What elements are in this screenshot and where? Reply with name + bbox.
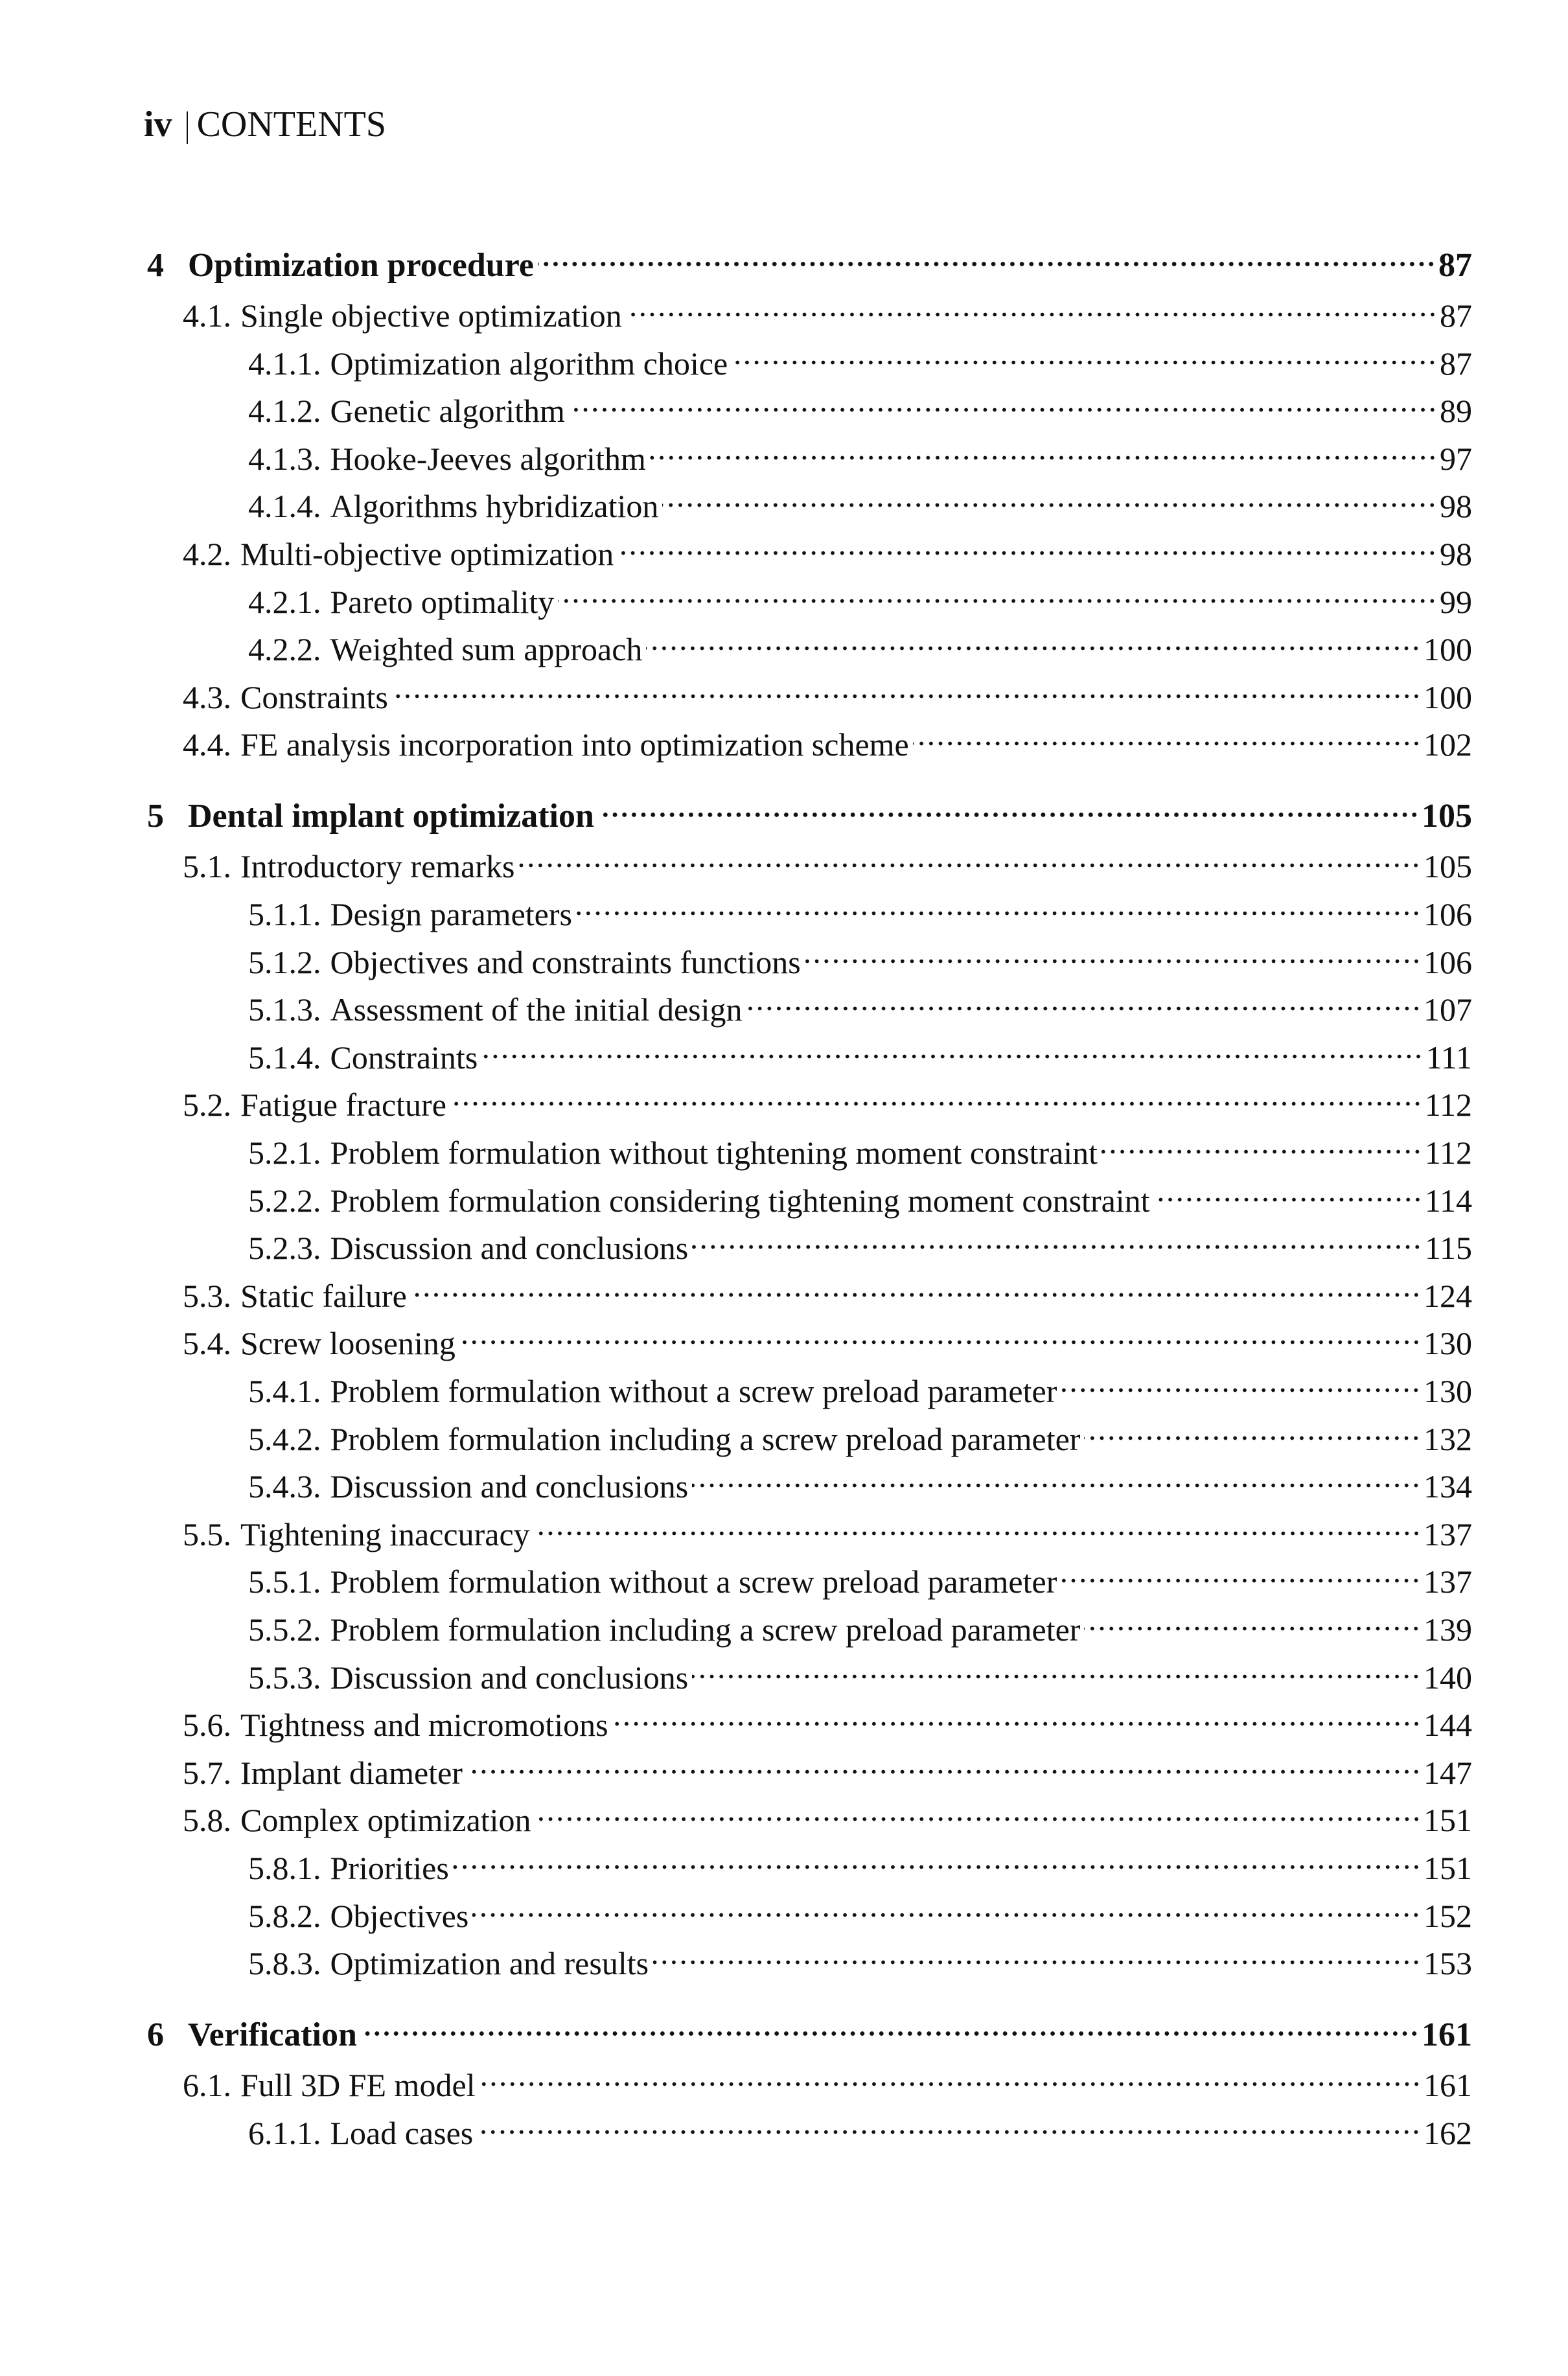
toc-entry-number: 5.3. [183, 1277, 231, 1314]
toc-entry-title: Assessment of the initial design [330, 991, 743, 1028]
toc-section-entry[interactable] [183, 524, 1472, 572]
dot-leader [392, 667, 1421, 708]
toc-subsection-entry[interactable] [248, 2103, 1472, 2151]
toc-entry-number: 5.8.2. [248, 1897, 321, 1934]
toc-subsection-entry[interactable] [248, 932, 1472, 980]
toc-entry-title: Hooke-Jeeves algorithm [330, 440, 646, 477]
running-title: CONTENTS [196, 104, 387, 144]
toc-subsection-entry[interactable] [248, 333, 1472, 382]
toc-entry-title: Design parameters [330, 896, 572, 932]
toc-section-entry[interactable] [183, 667, 1472, 715]
toc-subsection-entry[interactable] [248, 1027, 1472, 1076]
toc-entry-title: Problem formulation considering tightening moment constraint [330, 1182, 1150, 1219]
header-divider [187, 111, 188, 144]
toc-entry-page: 87 [1440, 297, 1472, 334]
toc-subsection-entry[interactable] [248, 428, 1472, 477]
dot-leader [361, 2004, 1419, 2046]
toc-entry-page: 111 [1425, 1039, 1472, 1076]
toc-entry-number: 4.3. [183, 678, 231, 715]
dot-leader [732, 333, 1437, 375]
toc-entry-title: Problem formulation without a screw preload parameter [330, 1373, 1057, 1409]
toc-entry-number: 5.8.1. [248, 1850, 321, 1886]
toc-subsection-entry[interactable] [248, 1361, 1472, 1409]
dot-leader [805, 932, 1421, 973]
page-number: iv [144, 104, 172, 144]
toc-subsection-entry[interactable] [248, 1551, 1472, 1600]
dot-leader [467, 1742, 1421, 1784]
dot-leader [411, 1265, 1421, 1307]
toc-entry-page: 153 [1424, 1945, 1472, 1982]
dot-leader [535, 1790, 1421, 1831]
dot-leader [612, 1694, 1421, 1736]
toc-entry-title: Optimization and results [330, 1945, 649, 1982]
dot-leader [558, 571, 1437, 613]
toc-entry-title: Single objective optimization [240, 297, 622, 334]
dot-leader [1154, 1170, 1422, 1212]
dot-leader [534, 1504, 1421, 1545]
dot-leader [477, 2103, 1421, 2144]
toc-entry-number: 5.1.3. [248, 991, 321, 1028]
toc-entry-page: 147 [1424, 1754, 1472, 1791]
toc-entry-number: 5.5.3. [248, 1659, 321, 1696]
toc-section-entry[interactable] [183, 1313, 1472, 1362]
toc-entry-page: 112 [1424, 1087, 1472, 1124]
toc-entry-page: 151 [1424, 1850, 1472, 1886]
dot-leader [459, 1313, 1421, 1354]
dot-leader [692, 1647, 1421, 1689]
toc-entry-title: Full 3D FE model [240, 2067, 476, 2104]
toc-chapter-entry[interactable] [147, 785, 1472, 835]
toc-entry-number: 5.7. [183, 1754, 231, 1791]
toc-subsection-entry[interactable] [248, 1456, 1472, 1505]
dot-leader [569, 380, 1437, 422]
toc-subsection-entry[interactable] [248, 1170, 1472, 1219]
toc-entry-page: 87 [1438, 247, 1472, 284]
toc-entry-title: Discussion and conclusions [330, 1659, 689, 1696]
toc-entry-title: Constraints [330, 1039, 478, 1076]
toc-entry-page: 107 [1424, 991, 1472, 1028]
dot-leader [617, 524, 1437, 565]
toc-entry-title: Screw loosening [240, 1325, 455, 1362]
toc-entry-title: Problem formulation without tightening moment constraint [330, 1135, 1098, 1171]
toc-chapter-entry[interactable] [147, 235, 1472, 284]
dot-leader [450, 1074, 1422, 1116]
toc-entry-page: 161 [1422, 2016, 1472, 2054]
toc-entry-page: 144 [1424, 1707, 1472, 1744]
dot-leader [646, 619, 1421, 660]
toc-entry-title: Verification [188, 2016, 357, 2054]
dot-leader [598, 785, 1419, 827]
toc-section-entry[interactable] [183, 836, 1472, 885]
dot-leader [692, 1456, 1421, 1497]
toc-entry-number: 5.4. [183, 1325, 231, 1362]
toc-entry-number: 5.4.2. [248, 1420, 321, 1457]
toc-subsection-entry[interactable] [248, 884, 1472, 932]
toc-entry-page: 124 [1424, 1277, 1472, 1314]
toc-subsection-entry[interactable] [248, 619, 1472, 668]
dot-leader [538, 235, 1436, 276]
toc-entry-page: 102 [1424, 726, 1472, 763]
toc-entry-title: Multi-objective optimization [240, 536, 614, 572]
toc-entry-number: 4 [147, 247, 164, 284]
toc-entry-page: 105 [1424, 848, 1472, 885]
toc-entry-page: 106 [1424, 896, 1472, 932]
toc-entry-title: Static failure [240, 1277, 407, 1314]
dot-leader [913, 714, 1421, 755]
toc-entry-title: Algorithms hybridization [330, 488, 659, 525]
toc-subsection-entry[interactable] [248, 1647, 1472, 1696]
toc-subsection-entry[interactable] [248, 1838, 1472, 1886]
dot-leader [479, 2055, 1421, 2096]
toc-entry-title: Weighted sum approach [330, 631, 643, 668]
toc-entry-number: 5.6. [183, 1707, 231, 1744]
toc-entry-number: 4.1.1. [248, 345, 321, 382]
toc-entry-number: 5.2.1. [248, 1135, 321, 1171]
toc-entry-page: 137 [1424, 1516, 1472, 1552]
toc-entry-page: 105 [1422, 798, 1472, 835]
toc-subsection-entry[interactable] [248, 1933, 1472, 1982]
toc-section-entry[interactable] [183, 285, 1472, 334]
toc-entry-number: 4.1.2. [248, 393, 321, 430]
toc-subsection-entry[interactable] [248, 1886, 1472, 1934]
toc-entry-page: 115 [1424, 1230, 1472, 1267]
toc-entry-page: 98 [1440, 536, 1472, 572]
toc-entry-number: 5.2. [183, 1087, 231, 1124]
toc-entry-title: Fatigue fracture [240, 1087, 446, 1124]
toc-entry-number: 5.8.3. [248, 1945, 321, 1982]
toc-entry-number: 5.1. [183, 848, 231, 885]
toc-entry-title: Priorities [330, 1850, 449, 1886]
toc-entry-page: 106 [1424, 943, 1472, 980]
toc-entry-page: 112 [1424, 1135, 1472, 1171]
toc-entry-title: Implant diameter [240, 1754, 463, 1791]
toc-entry-page: 98 [1440, 488, 1472, 525]
toc-entry-title: FE analysis incorporation into optimization scheme [240, 726, 909, 763]
toc-section-entry[interactable] [183, 1694, 1472, 1744]
toc-entry-title: Optimization procedure [188, 247, 534, 284]
toc-entry-number: 5.1.1. [248, 896, 321, 932]
toc-entry-page: 97 [1440, 440, 1472, 477]
toc-entry-title: Discussion and conclusions [330, 1230, 689, 1267]
toc-entry-page: 100 [1424, 678, 1472, 715]
toc-chapter-entry[interactable] [147, 2004, 1472, 2054]
dot-leader [1061, 1551, 1421, 1593]
toc-entry-number: 4.1.3. [248, 440, 321, 477]
toc-entry-page: 130 [1424, 1373, 1472, 1409]
toc-subsection-entry[interactable] [248, 1122, 1472, 1171]
toc-subsection-entry[interactable] [248, 1409, 1472, 1457]
toc-entry-page: 114 [1424, 1182, 1472, 1219]
dot-leader [662, 476, 1437, 517]
toc-entry-number: 5.5. [183, 1516, 231, 1552]
toc-entry-title: Objectives and constraints functions [330, 943, 801, 980]
toc-entry-page: 152 [1424, 1897, 1472, 1934]
toc-entry-number: 5.4.1. [248, 1373, 321, 1409]
dot-leader [1084, 1409, 1421, 1450]
toc-entry-number: 5.5.1. [248, 1563, 321, 1600]
toc-subsection-entry[interactable] [248, 1599, 1472, 1648]
toc-entry-page: 99 [1440, 583, 1472, 620]
toc-entry-page: 134 [1424, 1468, 1472, 1505]
toc-entry-number: 4.1.4. [248, 488, 321, 525]
toc-entry-number: 5.5.2. [248, 1611, 321, 1648]
toc-entry-title: Complex optimization [240, 1802, 531, 1839]
toc-entry-page: 87 [1440, 345, 1472, 382]
toc-entry-number: 5.2.3. [248, 1230, 321, 1267]
toc-entry-title: Problem formulation including a screw preload parameter [330, 1611, 1081, 1648]
dot-leader [652, 1933, 1421, 1974]
dot-leader [650, 428, 1437, 470]
toc-entry-number: 5.1.2. [248, 943, 321, 980]
toc-entry-title: Introductory remarks [240, 848, 515, 885]
toc-section-entry[interactable] [183, 1074, 1472, 1124]
dot-leader [692, 1217, 1422, 1259]
dot-leader [453, 1838, 1421, 1879]
toc-section-entry[interactable] [183, 1742, 1472, 1791]
toc-entry-number: 5.1.4. [248, 1039, 321, 1076]
toc-subsection-entry[interactable] [248, 380, 1472, 430]
toc-entry-number: 4.4. [183, 726, 231, 763]
toc-entry-number: 5.8. [183, 1802, 231, 1839]
dot-leader [576, 884, 1421, 925]
toc-entry-number: 4.1. [183, 297, 231, 334]
dot-leader [746, 979, 1421, 1021]
toc-section-entry[interactable] [183, 714, 1472, 763]
toc-entry-page: 151 [1424, 1802, 1472, 1839]
toc-entry-title: Tightness and micromotions [240, 1707, 608, 1744]
toc-entry-title: Pareto optimality [330, 583, 555, 620]
toc-subsection-entry[interactable] [248, 571, 1472, 620]
toc-entry-page: 139 [1424, 1611, 1472, 1648]
toc-entry-title: Tightening inaccuracy [240, 1516, 530, 1552]
toc-entry-title: Objectives [330, 1897, 469, 1934]
toc-entry-title: Load cases [330, 2114, 474, 2151]
toc-entry-page: 140 [1424, 1659, 1472, 1696]
toc-entry-title: Optimization algorithm choice [330, 345, 728, 382]
toc-entry-number: 6 [147, 2016, 164, 2054]
toc-entry-title: Problem formulation including a screw preload parameter [330, 1420, 1081, 1457]
dot-leader [481, 1027, 1423, 1068]
toc-entry-page: 100 [1424, 631, 1472, 668]
toc-entry-page: 89 [1440, 393, 1472, 430]
toc-entry-number: 5.2.2. [248, 1182, 321, 1219]
toc-subsection-entry[interactable] [248, 979, 1472, 1028]
toc-entry-title: Genetic algorithm [330, 393, 565, 430]
toc-entry-title: Problem formulation without a screw preload parameter [330, 1563, 1057, 1600]
dot-leader [518, 836, 1421, 877]
toc-section-entry[interactable] [183, 1790, 1472, 1839]
toc-section-entry[interactable] [183, 1265, 1472, 1314]
toc-subsection-entry[interactable] [248, 1217, 1472, 1267]
toc-entry-number: 4.2.2. [248, 631, 321, 668]
dot-leader [472, 1886, 1421, 1927]
page-header [144, 104, 386, 145]
dot-leader [1084, 1599, 1421, 1641]
toc-entry-number: 6.1. [183, 2067, 231, 2104]
toc-entry-number: 5 [147, 798, 164, 835]
toc-entry-page: 130 [1424, 1325, 1472, 1362]
toc-section-entry[interactable] [183, 1504, 1472, 1552]
toc-subsection-entry[interactable] [248, 476, 1472, 525]
toc-entry-number: 5.4.3. [248, 1468, 321, 1505]
dot-leader [626, 285, 1437, 327]
toc-entry-page: 132 [1424, 1420, 1472, 1457]
toc-entry-title: Discussion and conclusions [330, 1468, 689, 1505]
toc-entry-number: 6.1.1. [248, 2114, 321, 2151]
toc-entry-title: Constraints [240, 678, 388, 715]
toc-entry-number: 4.2. [183, 536, 231, 572]
toc-entry-number: 4.2.1. [248, 583, 321, 620]
toc-entry-page: 161 [1424, 2067, 1472, 2104]
dot-leader [1101, 1122, 1422, 1164]
toc-entry-title: Dental implant optimization [188, 798, 594, 835]
dot-leader [1061, 1361, 1421, 1402]
toc-entry-page: 137 [1424, 1563, 1472, 1600]
toc-entry-page: 162 [1424, 2114, 1472, 2151]
toc-section-entry[interactable] [183, 2055, 1472, 2104]
